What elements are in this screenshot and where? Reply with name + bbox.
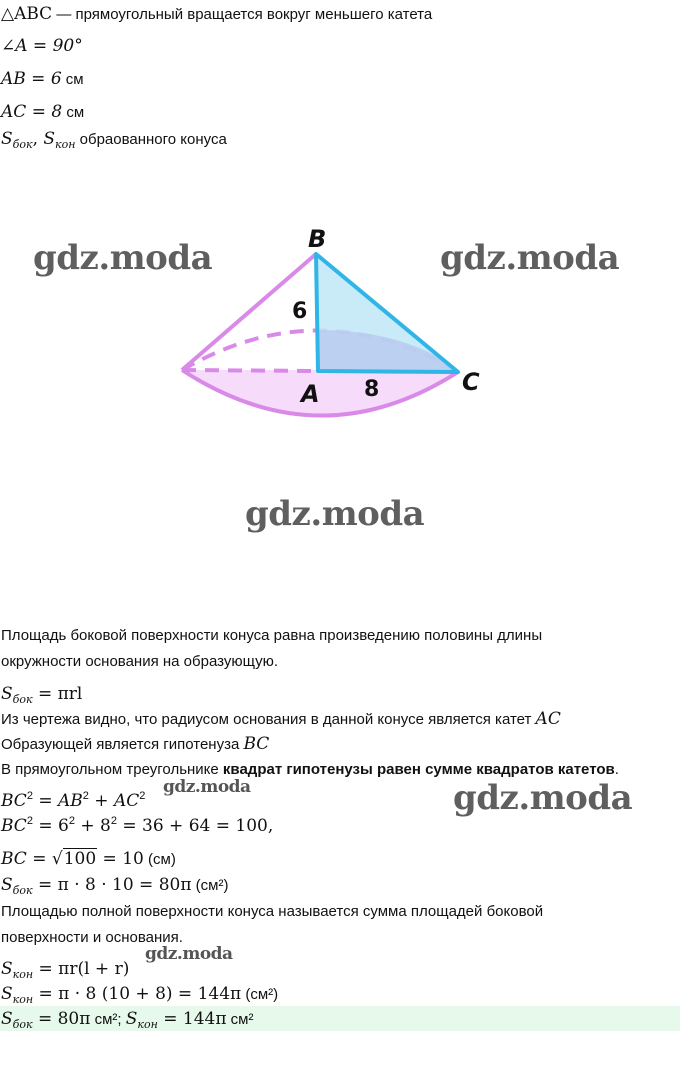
watermark: gdz.moda xyxy=(440,238,620,278)
formula-s: S xyxy=(1,684,13,704)
radius-math: AC xyxy=(535,709,561,729)
side-ab-label: 6 xyxy=(292,299,308,324)
answer-v1: = 80π xyxy=(32,1009,91,1029)
answer-s1: S xyxy=(1,1009,13,1029)
given-ac-line xyxy=(1,102,84,123)
f4-radicand: 100 xyxy=(63,849,97,869)
generatrix-text: Образующей является гипотенуза xyxy=(1,736,244,753)
watermark: gdz.moda xyxy=(163,777,251,797)
formula-lateral-value xyxy=(1,875,228,897)
find-s2: S xyxy=(43,129,56,149)
watermark: gdz.moda xyxy=(33,238,213,278)
f6-sub: кон xyxy=(12,968,34,981)
f3-sq1: 2 xyxy=(26,815,33,827)
f6-rest: = πr(l + r) xyxy=(33,959,130,979)
formula-sub: бок xyxy=(12,693,33,706)
formula-rest: = πrl xyxy=(32,684,83,704)
watermark: gdz.moda xyxy=(245,494,425,534)
f3-sq2: 2 xyxy=(68,815,75,827)
f7-s: S xyxy=(1,984,13,1004)
given-angle-line xyxy=(1,36,83,57)
find-comma: , xyxy=(32,129,44,149)
f4-bc: BC = √ xyxy=(1,849,63,869)
pythagoras-text: В прямоугольном треугольнике xyxy=(1,761,223,778)
f2-sq2: 2 xyxy=(82,790,89,802)
f2-ac: + AC xyxy=(88,791,140,811)
paragraph-lateral-area-1: Площадь боковой поверхности конуса равна произведению половины длины xyxy=(1,627,543,644)
find-sub1: бок xyxy=(12,138,33,151)
answer-sub2: кон xyxy=(137,1018,158,1031)
answer-line xyxy=(1,1009,254,1031)
formula-lateral-area xyxy=(1,684,82,706)
ac-unit: см xyxy=(62,104,85,121)
radius-text: Из чертежа видно, что радиусом основания в данной конусе является катет xyxy=(1,711,536,728)
side-ac-label: 8 xyxy=(364,377,380,402)
angle-formula: ∠A = 90° xyxy=(1,36,83,56)
paragraph-radius xyxy=(1,709,561,730)
given-ab-line xyxy=(1,69,84,90)
f2-ab: = AB xyxy=(32,791,83,811)
given-triangle-line xyxy=(1,4,432,25)
f6-s: S xyxy=(1,959,13,979)
answer-u1: см²; xyxy=(90,1011,126,1028)
paragraph-pythagoras xyxy=(1,760,619,780)
vertex-c-label: C xyxy=(462,368,480,396)
answer-v2: = 144π xyxy=(157,1009,227,1029)
answer-u2: см² xyxy=(226,1011,254,1028)
f3-six: = 6 xyxy=(32,816,69,836)
f3-eight: + 8 xyxy=(74,816,111,836)
f5-sub: бок xyxy=(12,884,33,897)
f2-sq3: 2 xyxy=(139,790,146,802)
find-text: обраованного конуса xyxy=(75,131,227,148)
formula-total-area xyxy=(1,959,129,981)
formula-pythagoras-numbers xyxy=(1,816,273,838)
ab-formula: AB = 6 xyxy=(1,69,62,89)
find-line xyxy=(1,129,227,151)
f2-sq1: 2 xyxy=(26,790,33,802)
f3-result: = 36 + 64 = 100, xyxy=(116,816,274,836)
ac-formula: AC = 8 xyxy=(1,102,63,122)
paragraph-lateral-area-2: окружности основания на образующую. xyxy=(1,653,279,670)
f7-unit: (см²) xyxy=(241,986,279,1003)
triangle-notation: △ABC xyxy=(1,4,53,24)
formula-total-value xyxy=(1,984,278,1006)
vertex-b-label: B xyxy=(308,225,327,253)
paragraph-total-area-1: Площадью полной поверхности конуса называется сумма площадей боковой xyxy=(1,903,544,920)
watermark: gdz.moda xyxy=(145,944,233,964)
ab-unit: см xyxy=(61,71,84,88)
f2-bc: BC xyxy=(1,791,27,811)
paragraph-generatrix xyxy=(1,734,269,755)
formula-pythagoras xyxy=(1,791,145,813)
f4-unit: (см) xyxy=(143,851,176,868)
find-sub2: кон xyxy=(55,138,76,151)
f7-sub: кон xyxy=(12,993,34,1006)
pythagoras-end: . xyxy=(614,761,619,778)
f5-unit: (см²) xyxy=(191,877,229,894)
watermark: gdz.moda xyxy=(453,778,633,818)
formula-hypotenuse xyxy=(1,849,176,870)
generatrix-math: BC xyxy=(243,734,270,754)
f4-result: = 10 xyxy=(97,849,144,869)
f5-s: S xyxy=(1,875,13,895)
f3-sq3: 2 xyxy=(110,815,117,827)
f5-rest: = π · 8 · 10 = 80π xyxy=(32,875,192,895)
pythagoras-bold: квадрат гипотенузы равен сумме квадратов катетов xyxy=(222,761,615,778)
f7-rest: = π · 8 (10 + 8) = 144π xyxy=(33,984,242,1004)
vertex-a-label: A xyxy=(301,380,320,408)
f3-bc: BC xyxy=(1,816,27,836)
given-text: — прямоугольный вращается вокруг меньшего катета xyxy=(52,6,433,23)
find-s1: S xyxy=(1,129,13,149)
answer-sub1: бок xyxy=(12,1018,33,1031)
paragraph-total-area-2: поверхности и основания. xyxy=(1,929,183,946)
answer-s2: S xyxy=(125,1009,138,1029)
